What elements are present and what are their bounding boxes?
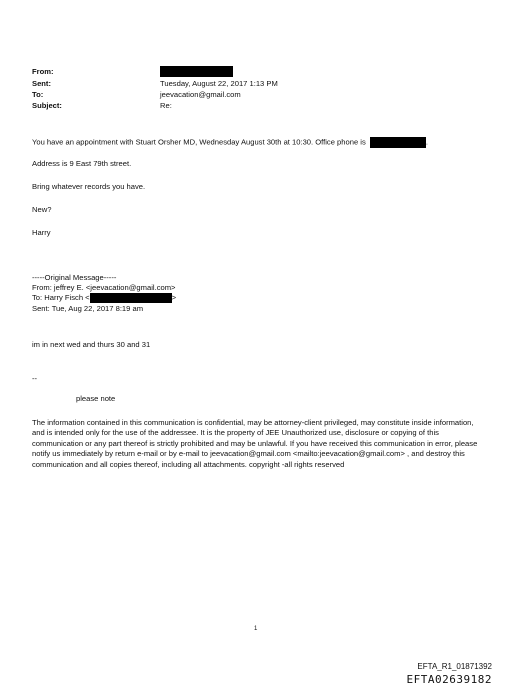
- original-message-heading: -----Original Message-----: [32, 273, 117, 282]
- appointment-end: .: [425, 137, 429, 147]
- original-sent-line: Sent: Tue, Aug 22, 2017 8:19 am: [32, 304, 144, 313]
- page-number: 1: [254, 626, 258, 632]
- body-line-appointment: [32, 137, 428, 148]
- body-line-signature: Harry: [32, 228, 51, 237]
- confidentiality-disclaimer: The information contained in this communication is confidential, may be attorney-client privileged, may constitute inside information, and is intended only for the use of the addressee. It is the property of JEE Unauthorized use, disclosure or copying of this communication or any part thereof is strictly prohibited and may be unlawful. If you have received this communication in error, please notify us immediately by return e-mail or by e-mail to jeevacation@gmail.com <mailto:jeevacation@gmail.com> , and destroy this communication and all copies thereof, including all attachments. copyright -all rights reserved: [32, 418, 478, 469]
- subject-label: Subject:: [32, 101, 62, 110]
- bates-stamp-r1: EFTA_R1_01871392: [417, 662, 492, 671]
- original-to-suffix: >: [171, 293, 177, 302]
- to-label: To:: [32, 90, 44, 99]
- body-line-address: Address is 9 East 79th street.: [32, 159, 132, 168]
- from-label: From:: [32, 67, 54, 76]
- redaction-box: [160, 66, 233, 77]
- original-to-line: [32, 293, 176, 303]
- appointment-text: You have an appointment with Stuart Orsher MD, Wednesday August 30th at 10:30. Office phone is: [32, 137, 366, 147]
- signature-separator: --: [32, 374, 38, 383]
- original-to-prefix: To: Harry Fisch <: [32, 293, 90, 302]
- body-line-records: Bring whatever records you have.: [32, 182, 146, 191]
- phone-redaction: [370, 137, 429, 148]
- original-from-line: From: jeffrey E. <jeevacation@gmail.com>: [32, 283, 176, 292]
- subject-value: Re:: [160, 101, 172, 110]
- original-message-text: im in next wed and thurs 30 and 31: [32, 340, 151, 349]
- bates-stamp: EFTA02639182: [406, 673, 492, 686]
- to-value: jeevacation@gmail.com: [160, 90, 241, 99]
- body-line-new: New?: [32, 205, 52, 214]
- sent-value: Tuesday, August 22, 2017 1:13 PM: [160, 79, 278, 88]
- sent-label: Sent:: [32, 79, 51, 88]
- to-email-redaction: [90, 293, 172, 303]
- from-redaction: [160, 67, 233, 77]
- please-note: please note: [76, 394, 116, 403]
